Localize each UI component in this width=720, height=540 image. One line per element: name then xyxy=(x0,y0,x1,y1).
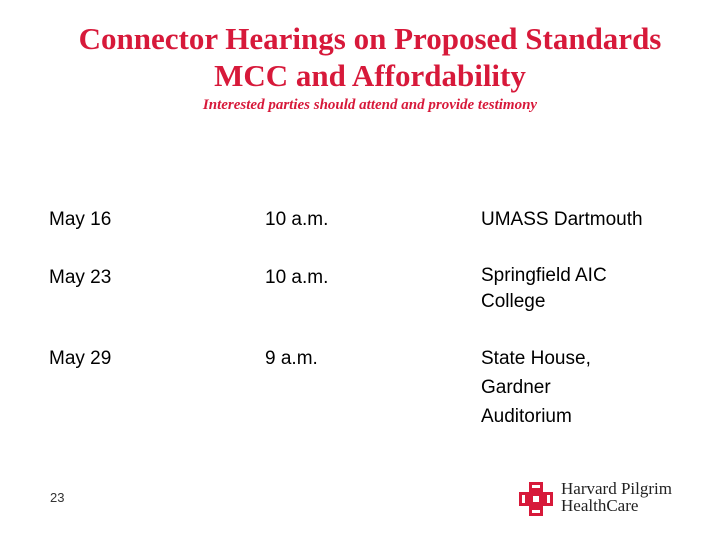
hearing-time: 10 a.m. xyxy=(265,209,329,230)
hearing-date: May 16 xyxy=(49,209,112,230)
logo-wordmark xyxy=(561,480,672,514)
slide-subtitle: Interested parties should attend and provide testimony xyxy=(202,97,538,113)
hearing-date: May 23 xyxy=(49,267,112,288)
hearing-time: 10 a.m. xyxy=(265,267,329,288)
hearing-location-line: Auditorium xyxy=(481,406,572,427)
slide-title-line-1: Connector Hearings on Proposed Standards xyxy=(78,21,662,56)
slide-title-line-2: MCC and Affordability xyxy=(214,58,526,93)
hearing-date: May 29 xyxy=(49,348,112,369)
hearing-location-line: College xyxy=(481,291,546,312)
hearing-location xyxy=(481,263,701,315)
hearing-location xyxy=(481,209,701,231)
page-number: 23 xyxy=(50,490,65,505)
hearing-location-line: Springfield AIC xyxy=(481,265,607,286)
hearing-location xyxy=(481,344,701,431)
hearing-location-line: Gardner xyxy=(481,377,551,398)
hearing-location-line: UMASS Dartmouth xyxy=(481,209,643,230)
harvard-pilgrim-logo xyxy=(519,480,689,518)
logo-line-1: Harvard Pilgrim xyxy=(561,479,672,498)
logo-line-2: HealthCare xyxy=(561,496,639,515)
hearing-location-line: State House, xyxy=(481,348,591,369)
harvard-pilgrim-cross-logo-icon xyxy=(519,482,553,516)
hearing-time: 9 a.m. xyxy=(265,348,318,369)
